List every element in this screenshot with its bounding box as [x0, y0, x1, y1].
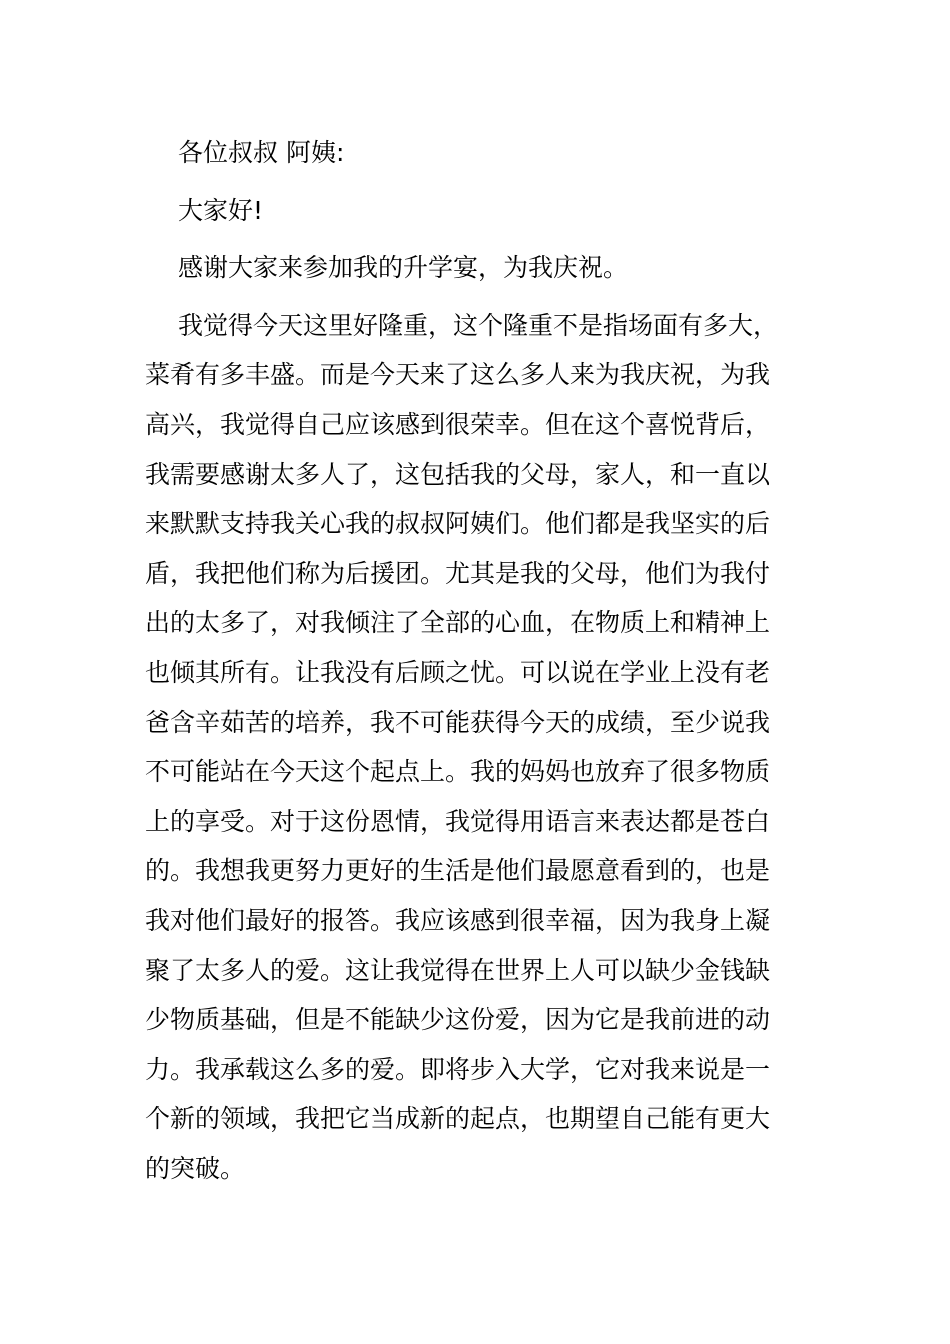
body-line: 盾，我把他们称为后援团。尤其是我的父母，他们为我付 — [145, 558, 771, 588]
body-line: 上的享受。对于这份恩情，我觉得用语言来表达都是苍白 — [145, 806, 771, 836]
body-line: 来默默支持我关心我的叔叔阿姨们。他们都是我坚实的后 — [145, 509, 771, 539]
thanks-paragraph: 感谢大家来参加我的升学宴，为我庆祝。 — [178, 253, 629, 283]
body-line: 个新的领域，我把它当成新的起点，也期望自己能有更大 — [145, 1104, 771, 1134]
body-line: 力。我承载这么多的爱。即将步入大学，它对我来说是一 — [145, 1054, 771, 1084]
body-line: 的突破。 — [145, 1153, 246, 1183]
body-line: 我觉得今天这里好隆重，这个隆重不是指场面有多大， — [178, 310, 779, 340]
speech-text — [145, 128, 790, 1193]
greeting: 大家好! — [178, 195, 264, 225]
body-line: 出的太多了，对我倾注了全部的心血，在物质上和精神上 — [145, 608, 771, 638]
body-line: 不可能站在今天这个起点上。我的妈妈也放弃了很多物质 — [145, 757, 771, 787]
body-line: 菜肴有多丰盛。而是今天来了这么多人来为我庆祝，为我 — [145, 360, 771, 390]
body-line: 也倾其所有。让我没有后顾之忧。可以说在学业上没有老 — [145, 657, 771, 687]
body-line: 少物质基础，但是不能缺少这份爱，因为它是我前进的动 — [145, 1005, 771, 1035]
body-line: 的。我想我更努力更好的生活是他们最愿意看到的，也是 — [145, 856, 771, 886]
body-line: 高兴，我觉得自己应该感到很荣幸。但在这个喜悦背后， — [145, 409, 771, 439]
body-line: 我对他们最好的报答。我应该感到很幸福，因为我身上凝 — [145, 905, 771, 935]
body-line: 爸含辛茹苦的培养，我不可能获得今天的成绩，至少说我 — [145, 707, 771, 737]
body-line: 我需要感谢太多人了，这包括我的父母，家人，和一直以 — [145, 459, 771, 489]
body-line: 聚了太多人的爱。这让我觉得在世界上人可以缺少金钱缺 — [145, 955, 771, 985]
salutation: 各位叔叔 阿姨: — [178, 138, 345, 167]
